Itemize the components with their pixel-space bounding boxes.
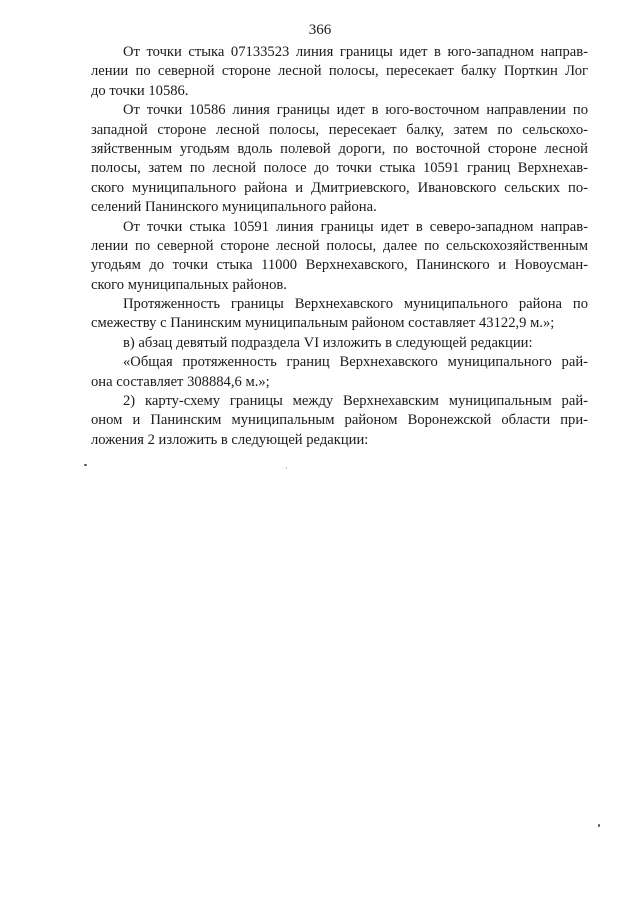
paragraph-line: зяйственным угодьям вдоль полевой дороги, по восточной стороне лесной — [91, 140, 588, 157]
paragraph-line: полосы, затем по лесной полосе до точки стыка 10591 границ Верхнехав- — [91, 160, 588, 177]
paragraph-line: От точки стыка 10591 линия границы идет в северо-западном направ- — [123, 218, 588, 235]
paragraph-line: угодьям до точки стыка 11000 Верхнехавского, Панинского и Новоусман- — [91, 257, 588, 274]
paragraph-line: От точки 10586 линия границы идет в юго-восточном направлении по — [123, 102, 588, 119]
paragraph-line: западной стороне лесной полосы, пересекает балку, затем по сельскохо- — [91, 121, 588, 138]
page-number: 366 — [308, 22, 332, 38]
paragraph-4 — [91, 295, 588, 334]
paragraph-line: лении по северной стороне лесной полосы, пересекает балку Порткин Лог — [91, 63, 588, 80]
scan-speck — [286, 467, 287, 469]
paragraph-3 — [91, 218, 588, 296]
paragraph-line: оном и Панинским муниципальным районом Воронежской области при- — [91, 412, 588, 429]
paragraph-line: смежеству с Панинским муниципальным районом составляет 43122,9 м.»; — [91, 315, 555, 332]
paragraph-line: селений Панинского муниципального района. — [91, 199, 377, 216]
paragraph-line: ского муниципального района и Дмитриевского, Ивановского сельских по- — [91, 179, 588, 196]
paragraph-line: в) абзац девятый подраздела VI изложить в следующей редакции: — [123, 334, 533, 351]
paragraph-1 — [91, 43, 588, 101]
paragraph-line: Протяженность границы Верхнехавского муниципального района по — [123, 296, 588, 313]
paragraph-line: она составляет 308884,6 м.»; — [91, 373, 270, 390]
paragraph-line: «Общая протяженность границ Верхнехавского муниципального рай- — [123, 354, 588, 371]
paragraph-7 — [91, 392, 588, 450]
scan-speck — [598, 824, 600, 827]
paragraph-line: до точки 10586. — [91, 82, 189, 99]
paragraph-2 — [91, 101, 588, 217]
paragraph-line: ского муниципальных районов. — [91, 276, 287, 293]
paragraph-5 — [91, 334, 588, 353]
paragraph-line: От точки стыка 07133523 линия границы идет в юго-западном направ- — [123, 44, 588, 60]
paragraph-line: ложения 2 изложить в следующей редакции: — [91, 431, 369, 448]
scan-speck — [84, 464, 87, 466]
paragraph-line: лении по северной стороне лесной полосы, далее по сельскохозяйственным — [91, 237, 588, 254]
paragraph-line: 2) карту-схему границы между Верхнехавским муниципальным рай- — [123, 393, 588, 410]
document-body — [91, 43, 588, 450]
paragraph-6 — [91, 353, 588, 392]
